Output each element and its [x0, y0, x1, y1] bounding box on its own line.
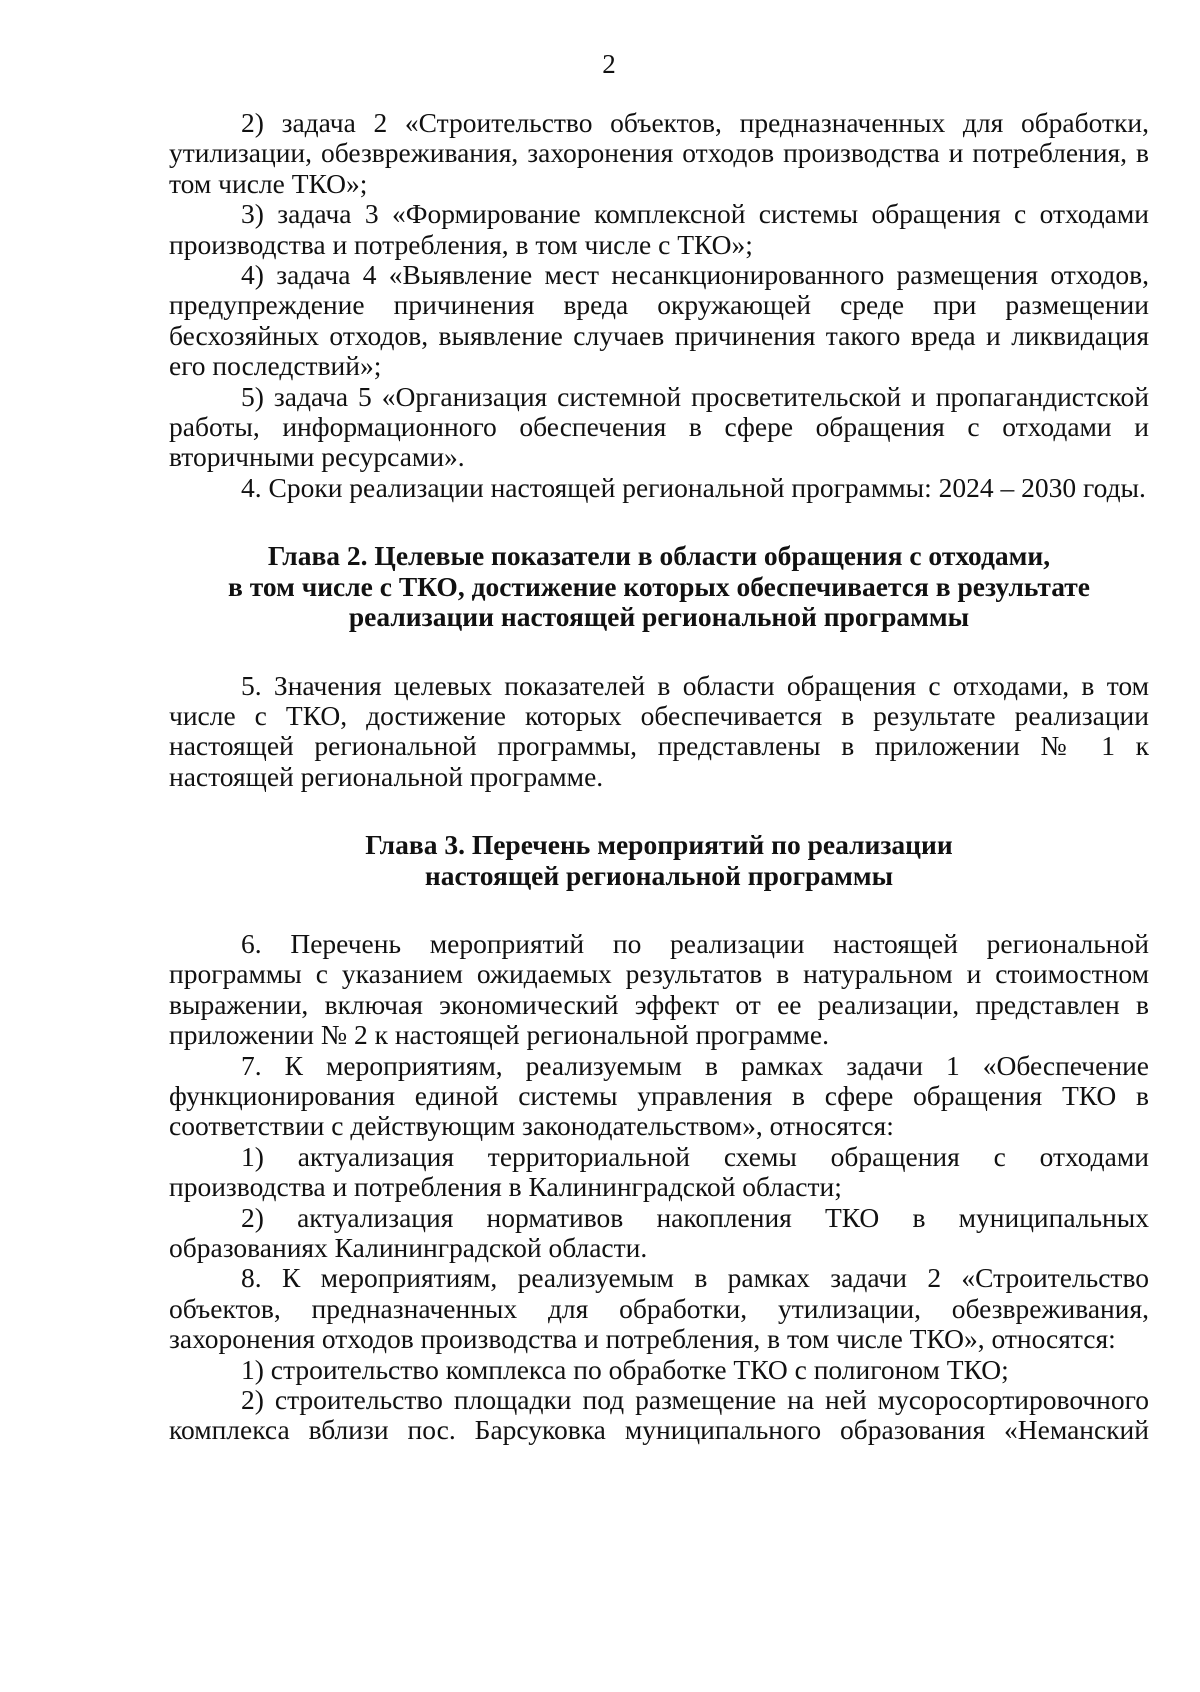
- paragraph-sorting-site-line: комплекса вблизи пос. Барсуковка муниципального образования «Неманский: [169, 1414, 1149, 1446]
- paragraph-accumulation-norms: 2) актуализация нормативов накопления ТКО в муниципальных образованиях Калининградской области.: [169, 1201, 1149, 1263]
- paragraph-territorial-scheme: 1) актуализация территориальной схемы обращения с отходами производства и потребления в Калининградской области;: [169, 1140, 1149, 1203]
- chapter-3-heading-line: настоящей региональной программы: [424, 859, 894, 891]
- chapter-3-heading: [169, 830, 1149, 891]
- chapter-2-heading-line: в том числе с ТКО, достижение которых обеспечивается в результате: [227, 570, 1091, 602]
- paragraph-task-2-measures: 8. К мероприятиям, реализуемым в рамках задачи 2 «Строительство объектов, предназначенных для обработки, утилизации, обезвреживания, захоронения отходов производства и потребления, в том числе ТКО», относятся:: [169, 1262, 1149, 1355]
- paragraph-task-3: 3) задача 3 «Формирование комплексной системы обращения с отходами производства и потребления, в том числе с ТКО»;: [169, 198, 1149, 260]
- paragraph-sorting-site-line: 2) строительство площадки под размещение на ней мусоросортировочного: [241, 1384, 1149, 1416]
- paragraph-target-indicators: 5. Значения целевых показателей в области обращения с отходами, в том числе с ТКО, достижение которых обеспечивается в результате реализации настоящей региональной программы, представлены в приложении № 1 к настоящей региональной программе.: [169, 669, 1149, 792]
- paragraph-measures-list: 6. Перечень мероприятий по реализации настоящей региональной программы с указанием ожидаемых результатов в натуральном и стоимостном выражении, включая экономический эффект от ее реализации, представлен в приложении № 2 к настоящей региональной программе.: [169, 927, 1149, 1051]
- paragraph-program-terms: 4. Сроки реализации настоящей региональной программы: 2024 – 2030 годы.: [241, 471, 1146, 503]
- chapter-2-heading-line: реализации настоящей региональной программы: [348, 601, 970, 633]
- paragraph-task-1-measures: 7. К мероприятиям, реализуемым в рамках задачи 1 «Обеспечение функционирования единой системы управления в сфере обращения ТКО в соответствии с действующим законодательством», относятся:: [169, 1049, 1149, 1142]
- chapter-3-heading-line: Глава 3. Перечень мероприятий по реализации: [365, 829, 953, 861]
- paragraph-task-5: 5) задача 5 «Организация системной просветительской и пропагандистской работы, информационного обеспечения в сфере обращения с отходами и вторичными ресурсами».: [169, 380, 1149, 473]
- chapter-2-heading: [169, 541, 1149, 632]
- document-body: [169, 108, 1149, 1446]
- paragraph-complex-construction: 1) строительство комплекса по обработке ТКО с полигоном ТКО;: [241, 1353, 1009, 1385]
- page-number: 2: [602, 49, 616, 79]
- paragraph-task-2: 2) задача 2 «Строительство объектов, предназначенных для обработки, утилизации, обезвреживания, захоронения отходов производства и потребления, в том числе ТКО»;: [169, 107, 1149, 199]
- paragraph-task-4: 4) задача 4 «Выявление мест несанкционированного размещения отходов, предупреждение причинения вреда окружающей среде при размещении бесхозяйных отходов, выявление случаев причинения такого вреда и ликвидация его последствий»;: [169, 259, 1149, 382]
- chapter-2-heading-line: Глава 2. Целевые показатели в области обращения с отходами,: [267, 540, 1051, 572]
